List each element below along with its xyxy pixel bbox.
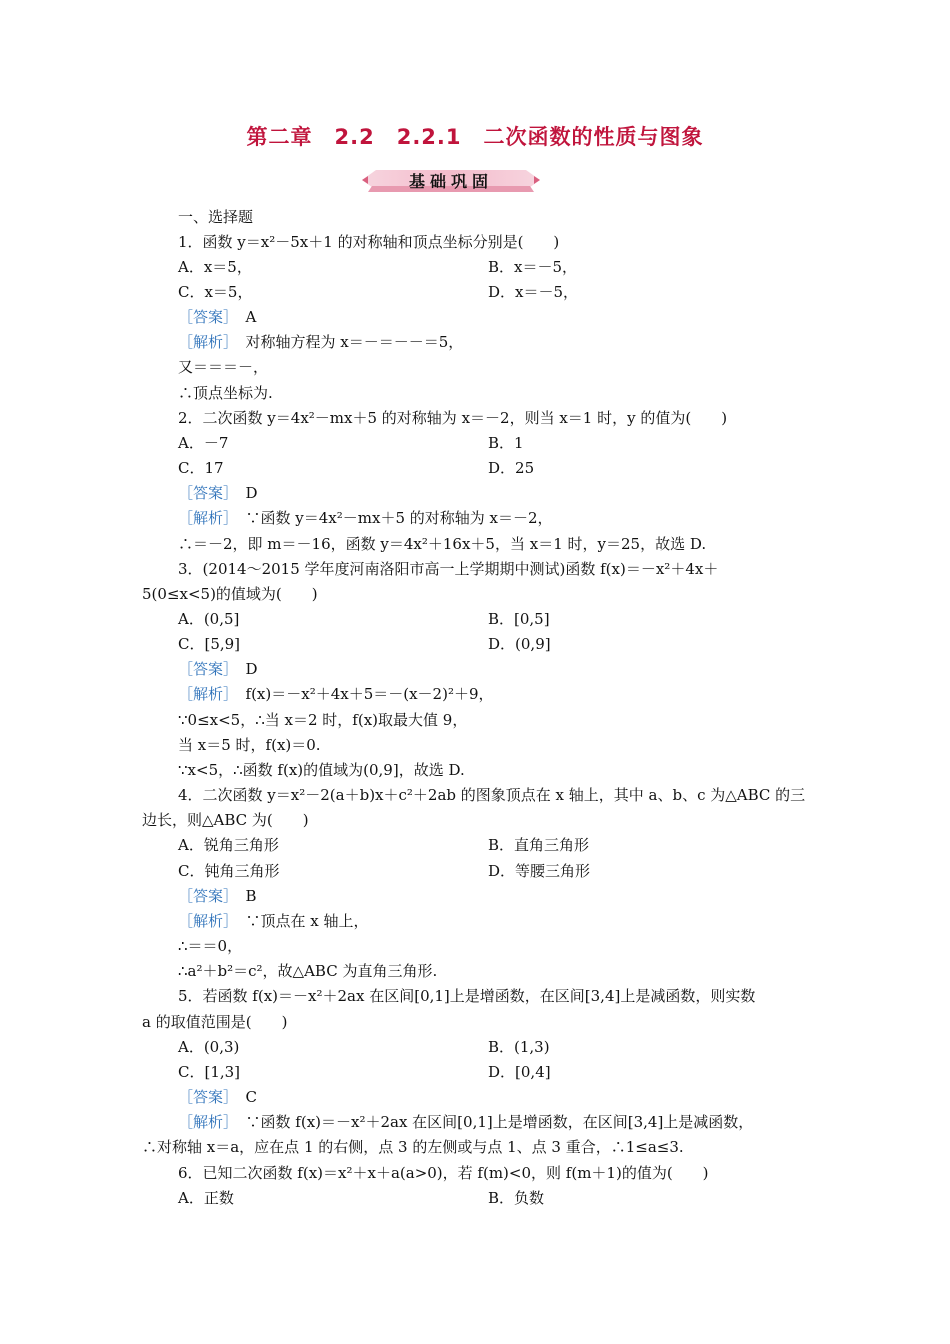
text-line <box>178 862 279 880</box>
text-line <box>142 585 318 603</box>
line-text: D．25 <box>488 459 535 477</box>
line-text: C．[5,9] <box>178 635 241 653</box>
line-text: D．等腰三角形 <box>488 862 591 880</box>
text-line <box>178 484 258 502</box>
line-text: ∴对称轴 x＝a，应在点 1 的右侧，点 3 的左侧或与点 1、点 3 重合，∴1≤a≤3. <box>142 1138 684 1156</box>
text-line <box>178 912 369 930</box>
line-text: 当 x＝5 时，f(x)＝0. <box>178 736 321 754</box>
text-line <box>142 1013 287 1031</box>
text-line <box>178 836 279 854</box>
text-line <box>488 635 551 653</box>
text-line <box>178 409 727 427</box>
line-text: B．负数 <box>488 1189 545 1207</box>
line-text: ∵x<5，∴函数 f(x)的值域为(0,9]，故选 D. <box>178 761 465 779</box>
line-text: D．x＝－5， <box>488 283 579 301</box>
line-text: C．17 <box>178 459 224 477</box>
line-text: 一、选择题 <box>178 208 254 226</box>
text-line <box>178 635 240 653</box>
text-line <box>178 1038 239 1056</box>
line-text: 3．(2014～2015 学年度河南洛阳市高一上学期期中测试)函数 f(x)＝－x²＋4x＋ <box>178 560 719 578</box>
analysis-tag: ［解析］ <box>178 1113 231 1131</box>
line-text: f(x)＝－x²＋4x＋5＝－(x－2)²＋9， <box>230 685 494 703</box>
line-text: ∴顶点坐标为. <box>178 384 273 402</box>
text-line <box>178 459 224 477</box>
line-text: A．x＝5， <box>178 258 252 276</box>
text-line <box>178 283 252 301</box>
line-text: ∴＝－2，即 m＝－16，函数 y＝4x²＋16x＋5，当 x＝1 时，y＝25，故选 D. <box>178 535 707 553</box>
text-line <box>178 233 559 251</box>
line-text: B．x＝－5， <box>488 258 578 276</box>
line-text: 对称轴方程为 x＝－＝－－＝5， <box>230 333 464 351</box>
text-line <box>488 610 550 628</box>
line-text: D．(0,9] <box>488 635 551 653</box>
text-line <box>488 283 578 301</box>
text-line <box>178 560 718 578</box>
text-line <box>178 610 239 628</box>
answer-tag: ［答案］ <box>178 484 231 502</box>
text-line <box>488 1063 551 1081</box>
line-text: 4．二次函数 y＝x²－2(a＋b)x＋c²＋2ab 的图象顶点在 x 轴上，其中 a、b、c 为△ABC 的三 <box>178 786 806 804</box>
text-line <box>178 333 463 351</box>
analysis-tag: ［解析］ <box>178 333 231 351</box>
line-text: 2．二次函数 y＝4x²－mx＋5 的对称轴为 x＝－2，则当 x＝1 时，y 的值为( ) <box>178 409 728 427</box>
text-line <box>178 208 253 226</box>
text-line <box>178 434 228 452</box>
line-text: ∴＝＝0， <box>178 937 243 955</box>
text-line <box>178 711 467 729</box>
line-text: D <box>230 484 258 502</box>
line-text: C．[1,3] <box>178 1063 241 1081</box>
text-line <box>178 1088 257 1106</box>
line-text: D．[0,4] <box>488 1063 551 1081</box>
line-text: A．锐角三角形 <box>178 836 279 854</box>
text-line <box>178 937 242 955</box>
line-text: ∵顶点在 x 轴上， <box>230 912 369 930</box>
text-line <box>178 384 273 402</box>
line-text: ∵函数 f(x)＝－x²＋2ax 在区间[0,1]上是增函数，在区间[3,4]上是减函数， <box>230 1113 754 1131</box>
analysis-tag: ［解析］ <box>178 912 231 930</box>
line-text: 1．函数 y＝x²－5x＋1 的对称轴和顶点坐标分别是( ) <box>178 233 560 251</box>
text-line <box>178 258 252 276</box>
text-line <box>178 535 706 553</box>
line-text: A．(0,3) <box>178 1038 240 1056</box>
line-text: C．钝角三角形 <box>178 862 280 880</box>
text-line <box>178 509 553 527</box>
line-text: ∴a²＋b²＝c²，故△ABC 为直角三角形. <box>178 962 438 980</box>
line-text: C <box>230 1088 257 1106</box>
text-line <box>488 862 590 880</box>
text-line <box>488 459 534 477</box>
text-line <box>178 887 257 905</box>
text-line <box>178 736 321 754</box>
text-line <box>142 1138 684 1156</box>
text-line <box>178 761 465 779</box>
text-line <box>178 1063 240 1081</box>
line-text: 5(0≤x<5)的值域为( ) <box>142 585 318 603</box>
analysis-tag: ［解析］ <box>178 685 231 703</box>
line-text: A．－7 <box>178 434 229 452</box>
line-text: A．正数 <box>178 1189 234 1207</box>
line-text: B <box>230 887 257 905</box>
text-line <box>488 1189 544 1207</box>
line-text: 6．已知二次函数 f(x)＝x²＋x＋a(a>0)，若 f(m)<0，则 f(m＋1)的值为( ) <box>178 1164 709 1182</box>
answer-tag: ［答案］ <box>178 308 231 326</box>
line-text: ∵函数 y＝4x²－mx＋5 的对称轴为 x＝－2， <box>230 509 553 527</box>
line-text: B．1 <box>488 434 524 452</box>
text-line <box>178 1164 709 1182</box>
text-line <box>178 786 805 804</box>
text-line <box>178 1113 753 1131</box>
line-text: D <box>230 660 258 678</box>
line-text: 又＝＝＝－， <box>178 358 269 376</box>
text-line <box>178 308 256 326</box>
answer-tag: ［答案］ <box>178 660 231 678</box>
section-banner-label: 基础巩固 <box>408 172 493 191</box>
line-text: C．x＝5， <box>178 283 253 301</box>
line-text: 5．若函数 f(x)＝－x²＋2ax 在区间[0,1]上是增函数，在区间[3,4]上是减函数，则实数 <box>178 987 756 1005</box>
text-line <box>178 660 258 678</box>
answer-tag: ［答案］ <box>178 1088 231 1106</box>
line-text: B．直角三角形 <box>488 836 590 854</box>
line-text: A．(0,5] <box>178 610 240 628</box>
text-line <box>488 434 524 452</box>
text-line <box>488 258 577 276</box>
line-text: 边长，则△ABC 为( ) <box>142 811 309 829</box>
text-line <box>142 811 309 829</box>
text-line <box>178 1189 234 1207</box>
text-line <box>488 1038 550 1056</box>
line-text: a 的取值范围是( ) <box>142 1013 288 1031</box>
line-text: A <box>230 308 257 326</box>
text-line <box>178 987 755 1005</box>
text-line <box>178 358 268 376</box>
text-line <box>178 685 494 703</box>
line-text: B．(1,3) <box>488 1038 550 1056</box>
line-text: ∵0≤x<5，∴当 x＝2 时，f(x)取最大值 9， <box>178 711 468 729</box>
text-line <box>488 836 589 854</box>
page-title: 第二章 2.2 2.2.1 二次函数的性质与图象 <box>246 125 704 149</box>
answer-tag: ［答案］ <box>178 887 231 905</box>
line-text: B．[0,5] <box>488 610 550 628</box>
text-line <box>178 962 437 980</box>
analysis-tag: ［解析］ <box>178 509 231 527</box>
